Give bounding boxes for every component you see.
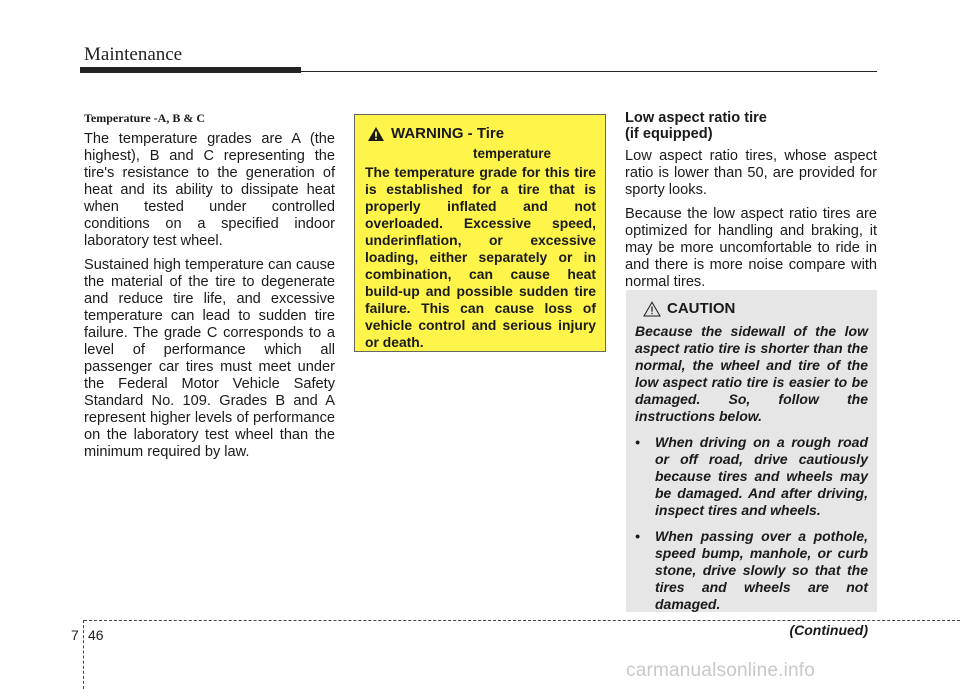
caution-item-text: When driving on a rough road or off road, drive cautiously because tires and wheels may be damaged. And after driving, inspect tires and wheels. [655, 434, 868, 518]
low-aspect-paragraph: Because the low aspect ratio tires are optimized for handling and braking, it may be more uncomfortable to ride in and there is more noise compare with normal tires. [625, 206, 877, 290]
bullet: • [635, 528, 640, 544]
caution-header [635, 300, 868, 317]
header-rule-thin [301, 71, 877, 72]
temperature-paragraph: The temperature grades are A (the highest), B and C representing the tire's resistance to the generation of heat and its ability to dissipate heat when tested under controlled conditions on a specified indoor laboratory test wheel. [84, 131, 335, 249]
caution-title: CAUTION [667, 300, 736, 317]
page-number: 46 [88, 627, 104, 643]
low-aspect-paragraph: Low aspect ratio tires, whose aspect ratio is lower than 50, are provided for sporty looks. [625, 148, 877, 198]
caution-box [626, 290, 877, 638]
warning-text: The temperature grade for this tire is established for a tire that is properly inflated and not overloaded. Excessive speed, underinflation, or excessive loading, either separately or in combination, can cause heat build-up and possible sudden tire failure. This can cause loss of vehicle control and serious injury or death. [365, 164, 596, 350]
caution-list-item [635, 434, 868, 519]
temperature-heading: Temperature -A, B & C [84, 111, 205, 125]
bullet: • [635, 434, 640, 450]
header-title: Maintenance [84, 44, 183, 65]
warning-title: WARNING - Tire [391, 125, 505, 142]
footer-divider [83, 620, 84, 689]
low-aspect-heading [625, 110, 877, 142]
caution-item-text: When passing over a pothole, speed bump, manhole, or curb stone, drive slowly so that the tires and wheels are not damaged. [655, 528, 868, 612]
caution-intro: Because the sidewall of the low aspect ratio tire is shorter than the normal, the wheel and tire of the low aspect ratio tire is easier to be damaged. So, follow the instructions below. [635, 323, 868, 424]
warning-subtitle: temperature [473, 146, 552, 161]
footer-rule [84, 620, 960, 621]
low-aspect-section [625, 110, 877, 298]
caution-continued: (Continued) [789, 622, 868, 638]
chapter-number: 7 [71, 627, 79, 643]
warning-header [365, 125, 596, 143]
warning-triangle-icon [367, 126, 385, 142]
temperature-section [84, 110, 335, 468]
low-aspect-heading-line2: (if equipped) [625, 126, 713, 142]
watermark: carmanualsonline.info [626, 660, 816, 681]
low-aspect-heading-line1: Low aspect ratio tire [625, 110, 767, 126]
caution-triangle-icon [643, 301, 661, 317]
header-rule-thick [80, 67, 301, 73]
temperature-paragraph: Sustained high temperature can cause the material of the tire to degenerate and reduce tire life, and excessive temperature can lead to sudden tire failure. The grade C corresponds to a level of performance which all passenger car tires must meet under the Federal Motor Vehicle Safety Standard No. 109. Grades B and A represent higher levels of performance on the laboratory test wheel than the minimum required by law. [84, 257, 335, 460]
caution-list-item [635, 528, 868, 613]
warning-box [354, 114, 606, 352]
